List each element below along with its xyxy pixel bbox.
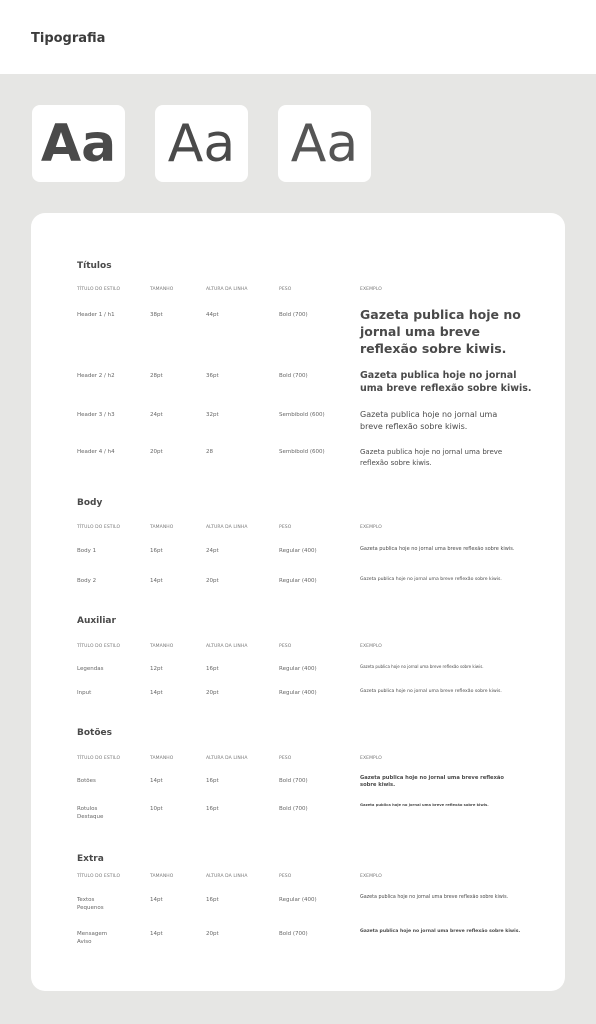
font-sample-regular: Aa (278, 105, 371, 182)
col-header-example: EXEMPLO (360, 874, 382, 879)
style-size: 14pt (150, 897, 163, 903)
col-header-style: TÍTULO DO ESTILO (77, 756, 121, 761)
style-name: Mensagem Aviso (77, 931, 108, 945)
style-name: Body 1 (77, 548, 97, 554)
page-title: Tipografia (31, 31, 106, 46)
style-line-height: 16pt (206, 897, 219, 903)
style-name: Header 2 / h2 (77, 373, 115, 379)
style-name: Textos Pequenos (77, 897, 104, 911)
style-example: Gazeta publica hoje no jornal uma breve reflexão sobre kiwis. (360, 307, 521, 356)
col-header-weight: PESO (279, 644, 292, 649)
style-size: 20pt (150, 449, 163, 455)
style-weight: Regular (400) (279, 666, 317, 672)
col-header-example: EXEMPLO (360, 287, 382, 292)
style-weight: Regular (400) (279, 548, 317, 554)
style-size: 14pt (150, 690, 163, 696)
style-line-height: 44pt (206, 312, 219, 318)
col-header-style: TÍTULO DO ESTILO (77, 644, 121, 649)
style-name: Header 1 / h1 (77, 312, 115, 318)
style-size: 38pt (150, 312, 163, 318)
style-weight: Bold (700) (279, 806, 308, 812)
section-title-body: Body (77, 498, 103, 508)
section-title-auxiliar: Auxiliar (77, 616, 116, 626)
col-header-weight: PESO (279, 874, 292, 879)
style-size: 14pt (150, 578, 163, 584)
style-size: 12pt (150, 666, 163, 672)
style-name: Rotulos Destaque (77, 806, 104, 820)
font-sample-bold: Aa (32, 105, 125, 182)
style-line-height: 28 (206, 449, 213, 455)
col-header-size: TAMANHO (150, 525, 174, 530)
col-header-example: EXEMPLO (360, 525, 382, 530)
col-header-example: EXEMPLO (360, 644, 382, 649)
col-header-line-height: ALTURA DA LINHA (206, 525, 248, 530)
page-header (0, 0, 596, 74)
style-example: Gazeta publica hoje no jornal uma breve reflexão sobre kiwis. (360, 577, 502, 582)
style-weight: Regular (400) (279, 690, 317, 696)
style-weight: Bold (700) (279, 778, 308, 784)
style-example: Gazeta publica hoje no jornal uma breve reflexão sobre kiwis. (360, 448, 503, 467)
col-header-style: TÍTULO DO ESTILO (77, 287, 121, 292)
style-weight: Regular (400) (279, 578, 317, 584)
style-line-height: 32pt (206, 412, 219, 418)
style-line-height: 36pt (206, 373, 219, 379)
col-header-weight: PESO (279, 525, 292, 530)
style-line-height: 20pt (206, 690, 219, 696)
style-weight: Bold (700) (279, 373, 308, 379)
section-title-extra: Extra (77, 854, 104, 864)
col-header-style: TÍTULO DO ESTILO (77, 874, 121, 879)
style-line-height: 20pt (206, 931, 219, 937)
style-name: Input (77, 690, 92, 696)
style-example: Gazeta publica hoje no jornal uma breve reflexão sobre kiwis. (360, 546, 515, 552)
style-line-height: 16pt (206, 806, 219, 812)
style-weight: Regular (400) (279, 897, 317, 903)
col-header-example: EXEMPLO (360, 756, 382, 761)
style-size: 24pt (150, 412, 163, 418)
col-header-line-height: ALTURA DA LINHA (206, 287, 248, 292)
font-sample-medium: Aa (155, 105, 248, 182)
style-size: 14pt (150, 931, 163, 937)
style-line-height: 24pt (206, 548, 219, 554)
style-size: 10pt (150, 806, 163, 812)
col-header-line-height: ALTURA DA LINHA (206, 644, 248, 649)
style-size: 14pt (150, 778, 163, 784)
style-example: Gazeta publica hoje no jornal uma breve reflexão sobre kiwis. (360, 410, 498, 431)
style-name: Legendas (77, 666, 104, 672)
style-weight: Bold (700) (279, 931, 308, 937)
col-header-size: TAMANHO (150, 287, 174, 292)
col-header-size: TAMANHO (150, 874, 174, 879)
style-example: Gazeta publica hoje no jornal uma breve reflexão sobre kiwis. (360, 689, 502, 694)
style-example: Gazeta publica hoje no jornal uma breve reflexão sobre kiwis. (360, 370, 532, 394)
style-example: Gazeta publica hoje no jornal uma breve reflexão sobre kiwis. (360, 803, 489, 807)
style-example: Gazeta publica hoje no jornal uma breve reflexão sobre kiwis. (360, 895, 509, 900)
typography-card (31, 213, 565, 991)
style-example: Gazeta publica hoje no jornal uma breve reflexão sobre kiwis. (360, 664, 484, 669)
style-name: Botões (77, 778, 96, 784)
style-example: Gazeta publica hoje no jornal uma breve reflexão sobre kiwis. (360, 929, 521, 934)
col-header-line-height: ALTURA DA LINHA (206, 756, 248, 761)
style-example: Gazeta publica hoje no jornal uma breve reflexão sobre kiwis. (360, 775, 504, 788)
style-line-height: 16pt (206, 778, 219, 784)
style-name: Header 4 / h4 (77, 449, 115, 455)
style-line-height: 16pt (206, 666, 219, 672)
col-header-size: TAMANHO (150, 644, 174, 649)
col-header-weight: PESO (279, 287, 292, 292)
style-line-height: 20pt (206, 578, 219, 584)
section-title-titulos: Títulos (77, 261, 112, 271)
col-header-line-height: ALTURA DA LINHA (206, 874, 248, 879)
style-name: Header 3 / h3 (77, 412, 115, 418)
col-header-style: TÍTULO DO ESTILO (77, 525, 121, 530)
section-title-botoes: Botões (77, 728, 112, 738)
col-header-size: TAMANHO (150, 756, 174, 761)
style-size: 28pt (150, 373, 163, 379)
col-header-weight: PESO (279, 756, 292, 761)
style-weight: Sembibold (600) (279, 449, 325, 455)
style-size: 16pt (150, 548, 163, 554)
style-name: Body 2 (77, 578, 97, 584)
style-weight: Sembibold (600) (279, 412, 325, 418)
style-weight: Bold (700) (279, 312, 308, 318)
